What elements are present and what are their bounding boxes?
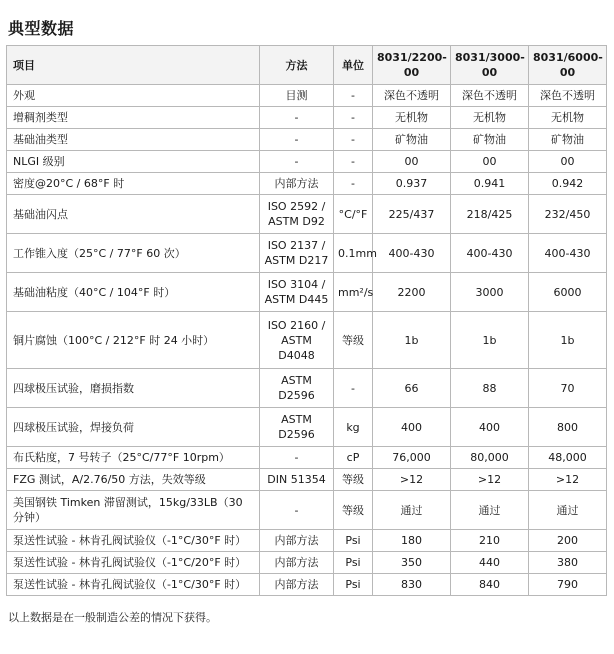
cell-product-3: 380 <box>529 552 607 574</box>
column-header-product-1: 8031/2200-00 <box>373 46 451 85</box>
cell-product-1: 00 <box>373 151 451 173</box>
cell-product-3: 800 <box>529 408 607 447</box>
cell-product-1: 66 <box>373 369 451 408</box>
table-row <box>7 491 607 530</box>
cell-product-3: 深色不透明 <box>529 85 607 107</box>
cell-unit: Psi <box>334 574 373 596</box>
cell-product-2: 840 <box>451 574 529 596</box>
cell-item: 增稠剂类型 <box>7 107 260 129</box>
cell-item: 工作锥入度（25°C / 77°F 60 次） <box>7 234 260 273</box>
table-row <box>7 408 607 447</box>
cell-product-1: 76,000 <box>373 447 451 469</box>
cell-product-3: 无机物 <box>529 107 607 129</box>
cell-item: 铜片腐蚀（100°C / 212°F 时 24 小时） <box>7 312 260 369</box>
cell-unit: cP <box>334 447 373 469</box>
footnote: 以上数据是在一般制造公差的情况下获得。 <box>8 611 217 624</box>
cell-method: DIN 51354 <box>260 469 334 491</box>
cell-product-2: 通过 <box>451 491 529 530</box>
cell-product-2: 00 <box>451 151 529 173</box>
cell-product-1: 0.937 <box>373 173 451 195</box>
cell-product-2: 80,000 <box>451 447 529 469</box>
cell-method: 内部方法 <box>260 552 334 574</box>
cell-product-2: 无机物 <box>451 107 529 129</box>
cell-unit: 等级 <box>334 491 373 530</box>
cell-unit: °C/°F <box>334 195 373 234</box>
cell-product-1: 矿物油 <box>373 129 451 151</box>
table-row <box>7 195 607 234</box>
cell-unit: kg <box>334 408 373 447</box>
cell-product-2: 矿物油 <box>451 129 529 151</box>
cell-unit: 等级 <box>334 469 373 491</box>
cell-product-3: 48,000 <box>529 447 607 469</box>
cell-method: - <box>260 491 334 530</box>
cell-unit: - <box>334 173 373 195</box>
cell-product-2: 88 <box>451 369 529 408</box>
cell-method: 目测 <box>260 85 334 107</box>
cell-product-1: 深色不透明 <box>373 85 451 107</box>
cell-product-1: >12 <box>373 469 451 491</box>
cell-method: - <box>260 107 334 129</box>
cell-unit: 等级 <box>334 312 373 369</box>
cell-item: 泵送性试验 - 林肯孔阀试验仪（-1°C/30°F 时） <box>7 574 260 596</box>
cell-method: - <box>260 129 334 151</box>
cell-item: NLGI 级别 <box>7 151 260 173</box>
table-row <box>7 85 607 107</box>
column-header-unit: 单位 <box>334 46 373 85</box>
cell-method: 内部方法 <box>260 173 334 195</box>
column-header-method: 方法 <box>260 46 334 85</box>
cell-product-1: 830 <box>373 574 451 596</box>
cell-unit: - <box>334 129 373 151</box>
column-header-product-2: 8031/3000-00 <box>451 46 529 85</box>
column-header-product-3: 8031/6000-00 <box>529 46 607 85</box>
table-header-row <box>7 46 607 85</box>
column-header-item: 项目 <box>7 46 260 85</box>
cell-product-3: 400-430 <box>529 234 607 273</box>
cell-product-3: 790 <box>529 574 607 596</box>
cell-item: 泵送性试验 - 林肯孔阀试验仪（-1°C/30°F 时） <box>7 530 260 552</box>
cell-product-3: 0.942 <box>529 173 607 195</box>
cell-item: 基础油类型 <box>7 129 260 151</box>
cell-product-3: 70 <box>529 369 607 408</box>
cell-product-2: 1b <box>451 312 529 369</box>
cell-item: 四球极压试验，焊接负荷 <box>7 408 260 447</box>
cell-product-3: 00 <box>529 151 607 173</box>
table-row <box>7 273 607 312</box>
cell-unit: - <box>334 85 373 107</box>
cell-product-1: 无机物 <box>373 107 451 129</box>
cell-product-2: >12 <box>451 469 529 491</box>
table-row <box>7 129 607 151</box>
cell-item: 外观 <box>7 85 260 107</box>
cell-product-2: 0.941 <box>451 173 529 195</box>
cell-product-2: 400 <box>451 408 529 447</box>
cell-product-1: 2200 <box>373 273 451 312</box>
cell-item: 布氏粘度，7 号转子（25°C/77°F 10rpm） <box>7 447 260 469</box>
cell-product-3: 1b <box>529 312 607 369</box>
typical-data-table <box>6 45 607 596</box>
table-row <box>7 151 607 173</box>
cell-method: 内部方法 <box>260 530 334 552</box>
cell-method: ISO 2160 / ASTM D4048 <box>260 312 334 369</box>
cell-product-1: 180 <box>373 530 451 552</box>
table-row <box>7 469 607 491</box>
cell-product-1: 通过 <box>373 491 451 530</box>
cell-unit: - <box>334 369 373 408</box>
cell-item: 密度@20°C / 68°F 时 <box>7 173 260 195</box>
table-row <box>7 574 607 596</box>
cell-product-3: >12 <box>529 469 607 491</box>
cell-method: ISO 2137 / ASTM D217 <box>260 234 334 273</box>
table-row <box>7 447 607 469</box>
cell-item: FZG 测试，A/2.76/50 方法，失效等级 <box>7 469 260 491</box>
cell-method: ASTM D2596 <box>260 408 334 447</box>
cell-product-1: 400 <box>373 408 451 447</box>
cell-product-2: 深色不透明 <box>451 85 529 107</box>
cell-unit: Psi <box>334 552 373 574</box>
cell-product-3: 232/450 <box>529 195 607 234</box>
cell-product-3: 200 <box>529 530 607 552</box>
cell-unit: mm²/s <box>334 273 373 312</box>
cell-method: ISO 3104 / ASTM D445 <box>260 273 334 312</box>
cell-product-3: 矿物油 <box>529 129 607 151</box>
cell-product-1: 225/437 <box>373 195 451 234</box>
cell-product-2: 218/425 <box>451 195 529 234</box>
cell-item: 基础油闪点 <box>7 195 260 234</box>
page-title: 典型数据 <box>8 19 75 38</box>
cell-product-2: 440 <box>451 552 529 574</box>
cell-product-2: 210 <box>451 530 529 552</box>
cell-product-2: 400-430 <box>451 234 529 273</box>
cell-item: 四球极压试验，磨损指数 <box>7 369 260 408</box>
cell-product-1: 400-430 <box>373 234 451 273</box>
cell-method: - <box>260 447 334 469</box>
cell-item: 泵送性试验 - 林肯孔阀试验仪（-1°C/20°F 时） <box>7 552 260 574</box>
cell-unit: Psi <box>334 530 373 552</box>
cell-item: 基础油粘度（40°C / 104°F 时） <box>7 273 260 312</box>
cell-method: ISO 2592 / ASTM D92 <box>260 195 334 234</box>
table-row <box>7 530 607 552</box>
table-row <box>7 234 607 273</box>
cell-product-1: 350 <box>373 552 451 574</box>
cell-unit: 0.1mm <box>334 234 373 273</box>
table-row <box>7 173 607 195</box>
table-row <box>7 552 607 574</box>
cell-unit: - <box>334 107 373 129</box>
table-row <box>7 369 607 408</box>
cell-method: 内部方法 <box>260 574 334 596</box>
table-row <box>7 312 607 369</box>
cell-item: 美国钢铁 Timken 滞留测试，15kg/33LB（30 分钟） <box>7 491 260 530</box>
cell-product-3: 6000 <box>529 273 607 312</box>
table-row <box>7 107 607 129</box>
cell-product-1: 1b <box>373 312 451 369</box>
cell-method: - <box>260 151 334 173</box>
cell-unit: - <box>334 151 373 173</box>
cell-product-2: 3000 <box>451 273 529 312</box>
cell-product-3: 通过 <box>529 491 607 530</box>
cell-method: ASTM D2596 <box>260 369 334 408</box>
